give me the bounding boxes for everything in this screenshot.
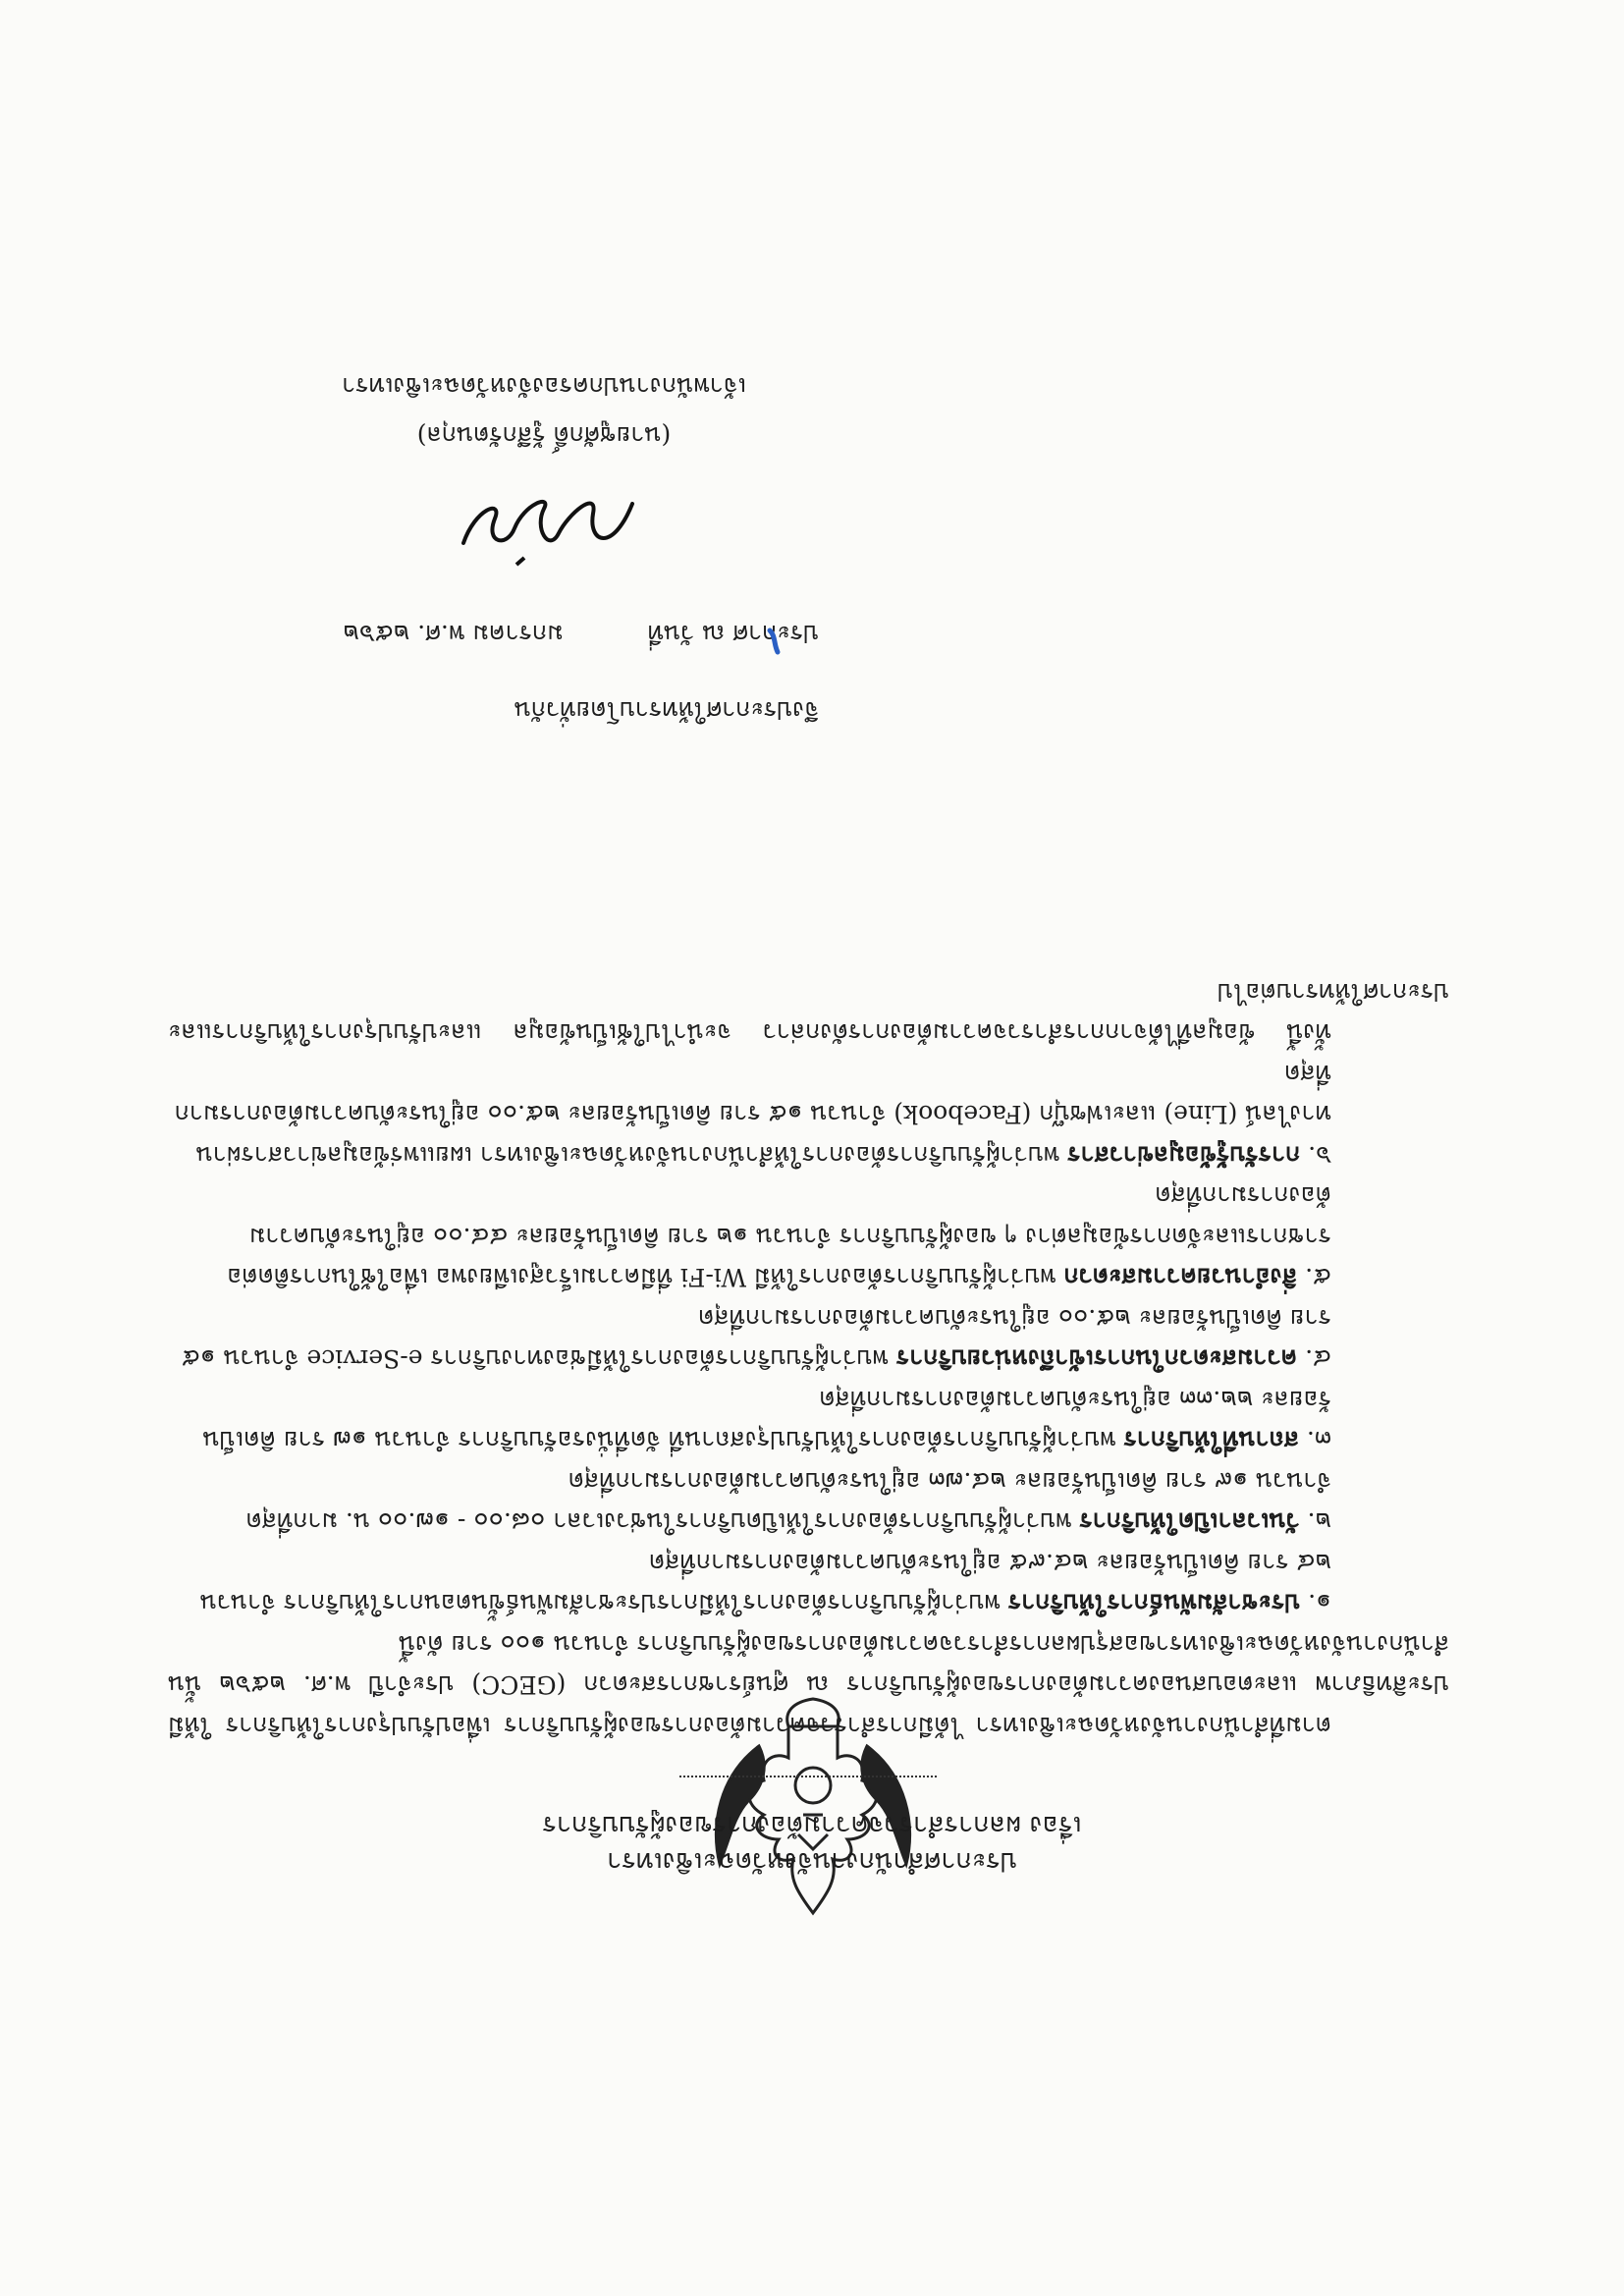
document-header-title: ประกาศสำนักงานจังหวัดฉะเชิงเทรา xyxy=(607,1846,1017,1877)
list-item-text: พบว่าผู้รับบริการต้องการให้ปรับปรุงสถานที่ จัดที่นั่งรอรับบริการ จำนวน ๑๗ ราย คิดเป็นร้อยละ ๒๒.๓๓ อยู่ในระดับความต้องการมากที่สุด xyxy=(202,1386,1331,1455)
signer-name: (นายชูศักดิ์ รู้สึกรัตนกุล) xyxy=(416,421,672,450)
announcement-date xyxy=(132,614,819,653)
intro-paragraph: ตามที่สำนักงานจังหวัดฉะเชิงเทรา ได้มีการสำรวจความต้องการของผู้รับบริการ เพื่อปรับปรุงการให้บริการ ให้มีประสิทธิภาพ และตอบสนองความต้องการของผู้รับบริการ ณ ศูนย์ราชการสะดวก (GECC) ประจำปี พ.ศ. ๒๕๖๒ นั้น สำนักงานจังหวัดฉะเชิงเทราขอสรุปผลการสำรวจความต้องการของผู้รับบริการ จำนวน ๑๐๐ ราย ดังนี้ xyxy=(168,1630,1449,1740)
list-item-title: การรับรู้ข้อมูลข่าวสาร xyxy=(1067,1141,1301,1170)
list-item: ๕. สิ่งอำนวยความสะดวก พบว่าผู้รับบริการต้องการให้มี Wi-Fi ที่มีความเร็วสูงเพียงพอ เพื่อใช้ในการติดต่อราชการและจัดการข้อมูลต่าง ๆ ของผู้รับบริการ จำนวน ๑๒ ราย คิดเป็นร้อยละ ๔๔.๐๐ อยู่ในระดับความต้องการมากที่สุด xyxy=(227,1181,1331,1292)
list-item: ๓. สถานที่ให้บริการ พบว่าผู้รับบริการต้องการให้ปรับปรุงสถานที่ จัดที่นั่งรอรับบริการ จำนวน ๑๗ ราย คิดเป็นร้อยละ ๒๒.๓๓ อยู่ในระดับความต้องการมากที่สุด xyxy=(202,1386,1331,1455)
document-header-subject: เรื่อง ผลการสำรวจความต้องการของผู้รับบริการ xyxy=(542,1810,1082,1840)
list-item-text: พบว่าผู้รับบริการต้องการให้มี Wi-Fi ที่มีความเร็วสูงเพียงพอ เพื่อใช้ในการติดต่อราชการและจัดการข้อมูลต่าง ๆ ของผู้รับบริการ จำนวน ๑๒ ราย คิดเป็นร้อยละ ๔๔.๐๐ อยู่ในระดับความต้องการมากที่สุด xyxy=(227,1181,1331,1292)
ink-mark-icon xyxy=(764,627,782,656)
list-item-text: พบว่าผู้รับบริการต้องการให้สำนักงานจังหวัดฉะเชิงเทรา เผยแพร่ข้อมูลข่าวสารผ่านทางไลน์ (Line) และเฟซบุ๊ก (Facebook) จำนวน ๑๕ ราย คิดเป็นร้อยละ ๒๕.๐๐ อยู่ในระดับความต้องการมากที่สุด xyxy=(174,1060,1331,1170)
closing-paragraph: ทั้งนี้ ข้อมูลที่ได้จากการสำรวจความต้องการดังกล่าว จะนำไปใช้เป็นข้อมูล และปรับปรุงการให้บริการและประกาศให้ทราบต่อไป xyxy=(168,978,1449,1048)
list-item-title: สถานที่ให้บริการ xyxy=(1123,1426,1299,1455)
list-item: ๖. การรับรู้ข้อมูลข่าวสาร พบว่าผู้รับบริการต้องการให้สำนักงานจังหวัดฉะเชิงเทรา เผยแพร่ข้อมูลข่าวสารผ่านทางไลน์ (Line) และเฟซบุ๊ก (Facebook) จำนวน ๑๕ ราย คิดเป็นร้อยละ ๒๕.๐๐ อยู่ในระดับความต้องการมากที่สุด xyxy=(174,1060,1331,1170)
signer-role: เจ้าพนักงานปกครองจังหวัดฉะเชิงเทรา xyxy=(342,372,746,401)
list-item-title: ความสะดวกในการเข้าถึงหน่วยบริการ xyxy=(895,1344,1298,1374)
list-item-title: ประชาสัมพันธ์การให้บริการ xyxy=(1007,1589,1301,1618)
document-body xyxy=(168,972,1449,1747)
list-item-title: สิ่งอำนวยความสะดวก xyxy=(1063,1263,1298,1292)
list-item-text: พบว่าผู้รับบริการต้องการให้เปิดบริการในช่วงเวลา ๐๘.๐๐ - ๑๗.๐๐ น. มากที่สุด จำนวน ๑๙ ราย คิดเป็นร้อยละ ๒๔.๗๓ อยู่ในระดับความต้องการมากที่สุด xyxy=(245,1467,1331,1537)
list-item-text: พบว่าผู้รับบริการต้องการให้มีการประชาสัมพันธ์ขั้นตอนการให้บริการ จำนวน ๒๔ ราย คิดเป็นร้อยละ ๒๔.๙๕ อยู่ในระดับความต้องการมากที่สุด xyxy=(199,1549,1331,1618)
list-item: ๑. ประชาสัมพันธ์การให้บริการ พบว่าผู้รับบริการต้องการให้มีการประชาสัมพันธ์ขั้นตอนการให้บริการ จำนวน ๒๔ ราย คิดเป็นร้อยละ ๒๔.๙๕ อยู่ในระดับความต้องการมากที่สุด xyxy=(199,1549,1331,1618)
date-suffix: มกราคม พ.ศ. ๒๕๖๒ xyxy=(343,620,564,648)
list-item-title: วันเวลาเปิดให้บริการ xyxy=(1079,1507,1300,1537)
announcement-line: จึงประกาศให้ทราบโดยทั่วกัน xyxy=(514,696,819,725)
date-prefix: ประกาศ ณ วันที่ xyxy=(647,620,819,648)
list-item: ๒. วันเวลาเปิดให้บริการ พบว่าผู้รับบริการต้องการให้เปิดบริการในช่วงเวลา ๐๘.๐๐ - ๑๗.๐๐ น. มากที่สุด จำนวน ๑๙ ราย คิดเป็นร้อยละ ๒๔.๗๓ อยู่ในระดับความต้องการมากที่สุด xyxy=(245,1467,1331,1537)
list-item-text: พบว่าผู้รับบริการต้องการให้มีช่องทางบริการ e-Service จำนวน ๑๕ ราย คิดเป็นร้อยละ ๒๕.๐๐ อยู่ในระดับความต้องการมากที่สุด xyxy=(181,1304,1331,1374)
signature-icon xyxy=(456,474,642,573)
list-item: ๔. ความสะดวกในการเข้าถึงหน่วยบริการ พบว่าผู้รับบริการต้องการให้มีช่องทางบริการ e-Service จำนวน ๑๕ ราย คิดเป็นร้อยละ ๒๕.๐๐ อยู่ในระดับความต้องการมากที่สุด xyxy=(181,1304,1331,1374)
header-divider xyxy=(679,1776,937,1777)
